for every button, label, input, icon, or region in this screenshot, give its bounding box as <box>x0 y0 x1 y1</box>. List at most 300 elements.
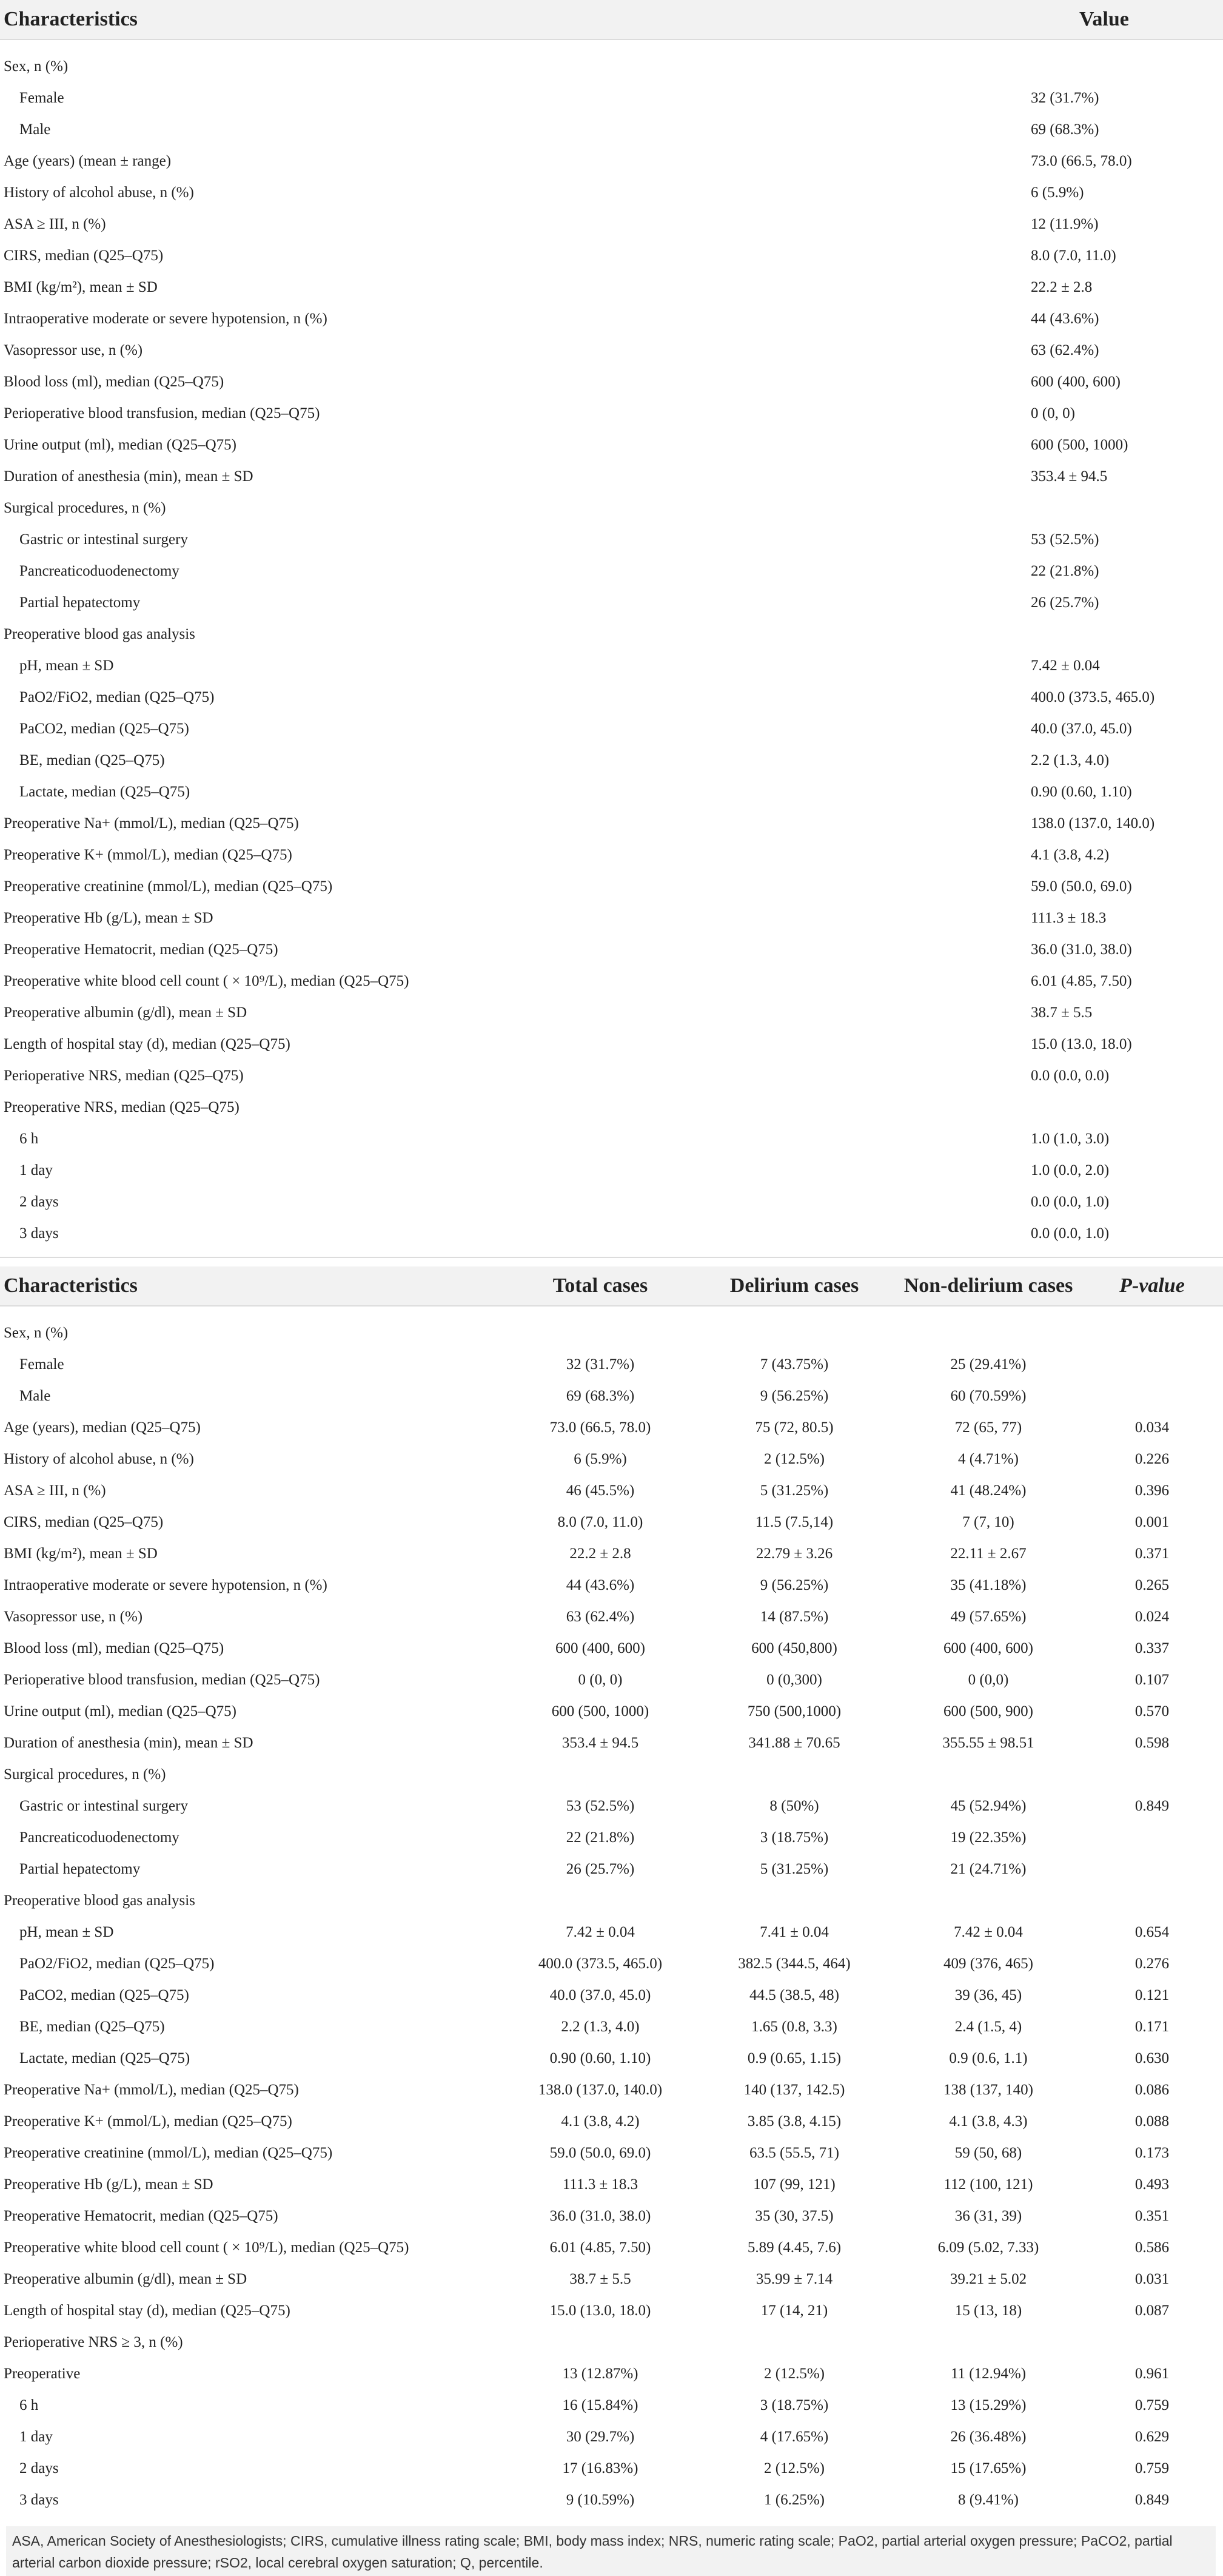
row-label: PaO2/FiO2, median (Q25–Q75) <box>19 1956 215 1972</box>
row-label: Perioperative blood transfusion, median (Q25–Q75) <box>4 405 320 422</box>
cell-p-value: 0.276 <box>1134 1956 1170 1972</box>
table-row <box>0 493 1223 524</box>
table-row <box>0 1186 1223 1218</box>
table-row <box>0 1948 1223 1980</box>
cell-p-value: 0.630 <box>1134 2050 1170 2067</box>
row-label: Length of hospital stay (d), median (Q25–Q75) <box>4 2302 290 2319</box>
table-body <box>0 51 1223 1249</box>
row-label: Preoperative Na+ (mmol/L), median (Q25–Q75) <box>4 2082 299 2098</box>
row-value: 0.0 (0.0, 1.0) <box>1031 1225 1110 1242</box>
cell-non-delirium-cases: 13 (15.29%) <box>950 2397 1027 2413</box>
table-row <box>0 1696 1223 1727</box>
cell-delirium-cases: 7.41 ± 0.04 <box>760 1924 829 1940</box>
cell-total-cases: 400.0 (373.5, 465.0) <box>538 1956 663 1972</box>
cell-non-delirium-cases: 2.4 (1.5, 4) <box>954 2019 1022 2035</box>
cell-non-delirium-cases: 15 (13, 18) <box>954 2302 1022 2319</box>
row-label: 1 day <box>19 1162 53 1179</box>
row-label: Preoperative blood gas analysis <box>4 626 195 642</box>
cell-total-cases: 73.0 (66.5, 78.0) <box>549 1419 651 1436</box>
cell-total-cases: 26 (25.7%) <box>566 1861 635 1877</box>
cell-p-value: 0.121 <box>1134 1987 1170 2003</box>
row-value: 12 (11.9%) <box>1031 216 1099 232</box>
cell-non-delirium-cases: 600 (500, 900) <box>943 1703 1033 1720</box>
cell-total-cases: 15.0 (13.0, 18.0) <box>549 2302 651 2319</box>
row-value: 400.0 (373.5, 465.0) <box>1031 689 1155 705</box>
table-row <box>0 146 1223 177</box>
table-row <box>0 303 1223 335</box>
cell-total-cases: 38.7 ± 5.5 <box>569 2271 631 2287</box>
cell-delirium-cases: 9 (56.25%) <box>760 1577 829 1593</box>
table-row <box>0 1854 1223 1885</box>
cell-delirium-cases: 5 (31.25%) <box>760 1482 829 1499</box>
cell-non-delirium-cases: 41 (48.24%) <box>950 1482 1027 1499</box>
header-total-cases: Total cases <box>552 1274 648 1297</box>
cell-total-cases: 111.3 ± 18.3 <box>562 2176 638 2193</box>
table-row <box>0 1412 1223 1444</box>
cell-non-delirium-cases: 409 (376, 465) <box>943 1956 1033 1972</box>
row-value: 22 (21.8%) <box>1031 563 1099 579</box>
table-row <box>0 2043 1223 2074</box>
row-label: Vasopressor use, n (%) <box>4 342 143 358</box>
row-label: Preoperative K+ (mmol/L), median (Q25–Q75) <box>4 847 292 863</box>
cell-non-delirium-cases: 45 (52.94%) <box>950 1798 1027 1814</box>
row-label: Surgical procedures, n (%) <box>4 500 166 516</box>
cell-non-delirium-cases: 22.11 ± 2.67 <box>950 1545 1027 1562</box>
row-label: Female <box>19 90 64 106</box>
cell-total-cases: 600 (400, 600) <box>555 1640 645 1656</box>
table-row <box>0 1475 1223 1507</box>
table-row <box>0 1060 1223 1092</box>
table-row <box>0 2421 1223 2453</box>
cell-p-value: 0.759 <box>1134 2397 1170 2413</box>
cell-p-value: 0.586 <box>1134 2239 1170 2256</box>
row-label: Preoperative blood gas analysis <box>4 1892 195 1909</box>
table-row <box>0 808 1223 839</box>
cell-delirium-cases: 22.79 ± 3.26 <box>756 1545 833 1562</box>
table-row <box>0 1349 1223 1380</box>
cell-p-value: 0.024 <box>1134 1609 1170 1625</box>
cell-non-delirium-cases: 60 (70.59%) <box>950 1388 1027 1404</box>
row-label: Preoperative Hematocrit, median (Q25–Q75) <box>4 941 278 958</box>
table-row <box>0 619 1223 650</box>
table-row <box>0 1538 1223 1570</box>
cell-total-cases: 138.0 (137.0, 140.0) <box>538 2082 663 2098</box>
cell-non-delirium-cases: 21 (24.71%) <box>950 1861 1027 1877</box>
table-row <box>0 934 1223 966</box>
cell-delirium-cases: 750 (500,1000) <box>747 1703 842 1720</box>
row-label: BE, median (Q25–Q75) <box>19 752 165 768</box>
row-value: 0.0 (0.0, 1.0) <box>1031 1194 1110 1210</box>
table-header <box>0 0 1223 40</box>
cell-total-cases: 17 (16.83%) <box>562 2460 638 2477</box>
cell-p-value: 0.961 <box>1134 2366 1170 2382</box>
row-label: Perioperative NRS ≥ 3, n (%) <box>4 2334 183 2350</box>
row-value: 15.0 (13.0, 18.0) <box>1031 1036 1132 1052</box>
cell-delirium-cases: 7 (43.75%) <box>760 1356 829 1373</box>
table-row <box>0 903 1223 934</box>
table-row <box>0 2169 1223 2201</box>
row-label: Sex, n (%) <box>4 1325 69 1341</box>
cell-p-value: 0.351 <box>1134 2208 1170 2224</box>
cell-total-cases: 30 (29.7%) <box>566 2429 635 2445</box>
table-row <box>0 1123 1223 1155</box>
row-label: Male <box>19 121 51 138</box>
cell-non-delirium-cases: 600 (400, 600) <box>943 1640 1033 1656</box>
row-value: 2.2 (1.3, 4.0) <box>1031 752 1110 768</box>
row-value: 600 (500, 1000) <box>1031 437 1128 453</box>
table-row <box>0 2106 1223 2137</box>
cell-p-value: 0.087 <box>1134 2302 1170 2319</box>
row-label: Pancreaticoduodenectomy <box>19 1829 179 1846</box>
cell-p-value: 0.031 <box>1134 2271 1170 2287</box>
cell-p-value: 0.086 <box>1134 2082 1170 2098</box>
row-value: 600 (400, 600) <box>1031 374 1121 390</box>
row-label: 6 h <box>19 2397 39 2413</box>
row-value: 6.01 (4.85, 7.50) <box>1031 973 1132 989</box>
row-label: Age (years) (mean ± range) <box>4 153 172 169</box>
cell-delirium-cases: 3 (18.75%) <box>760 1829 829 1846</box>
cell-total-cases: 22.2 ± 2.8 <box>569 1545 631 1562</box>
table-row <box>0 429 1223 461</box>
table-row <box>0 51 1223 82</box>
row-value: 0.0 (0.0, 0.0) <box>1031 1068 1110 1084</box>
cell-total-cases: 8.0 (7.0, 11.0) <box>557 1514 643 1530</box>
cell-non-delirium-cases: 7.42 ± 0.04 <box>954 1924 1023 1940</box>
cell-p-value: 0.265 <box>1134 1577 1170 1593</box>
row-value: 4.1 (3.8, 4.2) <box>1031 847 1110 863</box>
cell-delirium-cases: 382.5 (344.5, 464) <box>738 1956 851 1972</box>
row-value: 32 (31.7%) <box>1031 90 1099 106</box>
row-value: 1.0 (0.0, 2.0) <box>1031 1162 1110 1179</box>
row-value: 69 (68.3%) <box>1031 121 1099 138</box>
table-row <box>0 871 1223 903</box>
row-label: Preoperative K+ (mmol/L), median (Q25–Q75) <box>4 2113 292 2130</box>
cell-delirium-cases: 8 (50%) <box>769 1798 819 1814</box>
cell-total-cases: 13 (12.87%) <box>562 2366 638 2382</box>
cell-non-delirium-cases: 4.1 (3.8, 4.3) <box>949 2113 1028 2130</box>
row-label: Gastric or intestinal surgery <box>19 531 188 548</box>
cell-p-value: 0.849 <box>1134 2492 1170 2508</box>
cell-delirium-cases: 3 (18.75%) <box>760 2397 829 2413</box>
table-row <box>0 2074 1223 2106</box>
row-value: 44 (43.6%) <box>1031 311 1099 327</box>
row-label: History of alcohol abuse, n (%) <box>4 1451 194 1467</box>
header-value: Value <box>1079 8 1129 30</box>
table-row <box>0 1092 1223 1123</box>
row-label: ASA ≥ III, n (%) <box>4 1482 106 1499</box>
table-row <box>0 1727 1223 1759</box>
cell-total-cases: 44 (43.6%) <box>566 1577 635 1593</box>
header-non-delirium-cases: Non-delirium cases <box>903 1274 1073 1297</box>
row-label: Preoperative white blood cell count ( × 10⁹/L), median (Q25–Q75) <box>4 973 409 989</box>
cell-delirium-cases: 75 (72, 80.5) <box>755 1419 834 1436</box>
table-row <box>0 240 1223 272</box>
row-label: Intraoperative moderate or severe hypotension, n (%) <box>4 1577 327 1593</box>
cell-total-cases: 0 (0, 0) <box>578 1672 623 1688</box>
row-label: pH, mean ± SD <box>19 1924 114 1940</box>
table-row <box>0 335 1223 366</box>
table-row <box>0 997 1223 1029</box>
cell-non-delirium-cases: 0 (0,0) <box>968 1672 1009 1688</box>
cell-non-delirium-cases: 25 (29.41%) <box>950 1356 1027 1373</box>
row-label: Sex, n (%) <box>4 58 69 75</box>
cell-p-value: 0.570 <box>1134 1703 1170 1720</box>
cell-total-cases: 69 (68.3%) <box>566 1388 635 1404</box>
row-label: Partial hepatectomy <box>19 594 141 611</box>
row-label: Preoperative <box>4 2366 81 2382</box>
cell-total-cases: 6.01 (4.85, 7.50) <box>549 2239 651 2256</box>
cell-total-cases: 600 (500, 1000) <box>551 1703 649 1720</box>
table-row <box>0 745 1223 776</box>
row-label: 2 days <box>19 2460 59 2477</box>
row-value: 73.0 (66.5, 78.0) <box>1031 153 1132 169</box>
row-label: Preoperative creatinine (mmol/L), median (Q25–Q75) <box>4 2145 333 2161</box>
row-label: Preoperative creatinine (mmol/L), median (Q25–Q75) <box>4 878 333 895</box>
row-label: 3 days <box>19 1225 59 1242</box>
table-row <box>0 587 1223 619</box>
row-label: Preoperative Hb (g/L), mean ± SD <box>4 910 213 926</box>
table-row <box>0 366 1223 398</box>
row-label: Preoperative albumin (g/dl), mean ± SD <box>4 2271 247 2287</box>
cell-total-cases: 63 (62.4%) <box>566 1609 635 1625</box>
row-label: Female <box>19 1356 64 1373</box>
row-value: 138.0 (137.0, 140.0) <box>1031 815 1155 832</box>
table-row <box>0 713 1223 745</box>
row-value: 59.0 (50.0, 69.0) <box>1031 878 1132 895</box>
table-delirium-comparison <box>0 1266 1223 2516</box>
cell-delirium-cases: 35.99 ± 7.14 <box>756 2271 833 2287</box>
cell-non-delirium-cases: 39.21 ± 5.02 <box>950 2271 1027 2287</box>
row-label: PaCO2, median (Q25–Q75) <box>19 721 189 737</box>
table-row <box>0 776 1223 808</box>
cell-total-cases: 16 (15.84%) <box>562 2397 638 2413</box>
cell-total-cases: 22 (21.8%) <box>566 1829 635 1846</box>
table-row <box>0 1444 1223 1475</box>
cell-delirium-cases: 17 (14, 21) <box>760 2302 828 2319</box>
table-row <box>0 1822 1223 1854</box>
row-label: Perioperative blood transfusion, median (Q25–Q75) <box>4 1672 320 1688</box>
table-row <box>0 177 1223 209</box>
cell-non-delirium-cases: 26 (36.48%) <box>950 2429 1027 2445</box>
cell-p-value: 0.001 <box>1134 1514 1170 1530</box>
row-value: 0 (0, 0) <box>1031 405 1075 422</box>
table-row <box>0 524 1223 556</box>
row-label: Surgical procedures, n (%) <box>4 1766 166 1783</box>
table-row <box>0 2453 1223 2484</box>
table-row <box>0 209 1223 240</box>
cell-non-delirium-cases: 11 (12.94%) <box>950 2366 1027 2382</box>
cell-total-cases: 40.0 (37.0, 45.0) <box>549 1987 651 2003</box>
row-label: CIRS, median (Q25–Q75) <box>4 1514 164 1530</box>
cell-delirium-cases: 341.88 ± 70.65 <box>748 1735 840 1751</box>
table-row <box>0 2295 1223 2327</box>
table-row <box>0 556 1223 587</box>
row-label: Preoperative NRS, median (Q25–Q75) <box>4 1099 240 1115</box>
row-label: Vasopressor use, n (%) <box>4 1609 143 1625</box>
row-label: Male <box>19 1388 51 1404</box>
row-label: Blood loss (ml), median (Q25–Q75) <box>4 1640 224 1656</box>
cell-delirium-cases: 5 (31.25%) <box>760 1861 829 1877</box>
table-row <box>0 82 1223 114</box>
row-label: Preoperative Hematocrit, median (Q25–Q75) <box>4 2208 278 2224</box>
table-row <box>0 2358 1223 2390</box>
cell-total-cases: 2.2 (1.3, 4.0) <box>561 2019 640 2035</box>
cell-p-value: 0.759 <box>1134 2460 1170 2477</box>
row-label: Duration of anesthesia (min), mean ± SD <box>4 1735 253 1751</box>
row-label: CIRS, median (Q25–Q75) <box>4 247 164 264</box>
row-label: History of alcohol abuse, n (%) <box>4 184 194 201</box>
cell-total-cases: 0.90 (0.60, 1.10) <box>549 2050 651 2067</box>
table-row <box>0 2264 1223 2295</box>
cell-non-delirium-cases: 0.9 (0.6, 1.1) <box>949 2050 1028 2067</box>
cell-non-delirium-cases: 35 (41.18%) <box>950 1577 1027 1593</box>
row-label: Gastric or intestinal surgery <box>19 1798 188 1814</box>
cell-non-delirium-cases: 72 (65, 77) <box>954 1419 1022 1436</box>
table-row <box>0 1155 1223 1186</box>
row-label: Pancreaticoduodenectomy <box>19 563 179 579</box>
table-row <box>0 650 1223 682</box>
cell-delirium-cases: 2 (12.5%) <box>764 2460 825 2477</box>
row-label: BE, median (Q25–Q75) <box>19 2019 165 2035</box>
cell-p-value: 0.654 <box>1134 1924 1170 1940</box>
row-label: Preoperative Hb (g/L), mean ± SD <box>4 2176 213 2193</box>
row-value: 38.7 ± 5.5 <box>1031 1004 1093 1021</box>
cell-total-cases: 53 (52.5%) <box>566 1798 635 1814</box>
cell-non-delirium-cases: 112 (100, 121) <box>943 2176 1033 2193</box>
table-row <box>0 1507 1223 1538</box>
table-row <box>0 1029 1223 1060</box>
table-row <box>0 398 1223 429</box>
header-characteristics: Characteristics <box>4 8 138 30</box>
table-row <box>0 2484 1223 2516</box>
cell-total-cases: 9 (10.59%) <box>566 2492 635 2508</box>
cell-p-value: 0.849 <box>1134 1798 1170 1814</box>
cell-total-cases: 46 (45.5%) <box>566 1482 635 1499</box>
cell-non-delirium-cases: 355.55 ± 98.51 <box>942 1735 1034 1751</box>
row-value: 0.90 (0.60, 1.10) <box>1031 784 1132 800</box>
cell-delirium-cases: 600 (450,800) <box>751 1640 837 1656</box>
row-label: Length of hospital stay (d), median (Q25–Q75) <box>4 1036 290 1052</box>
row-value: 40.0 (37.0, 45.0) <box>1031 721 1132 737</box>
cell-total-cases: 32 (31.7%) <box>566 1356 635 1373</box>
cell-non-delirium-cases: 7 (7, 10) <box>962 1514 1014 1530</box>
header-characteristics: Characteristics <box>4 1274 138 1297</box>
row-value: 6 (5.9%) <box>1031 184 1084 201</box>
cell-non-delirium-cases: 138 (137, 140) <box>943 2082 1033 2098</box>
cell-p-value: 0.088 <box>1134 2113 1170 2130</box>
table-row <box>0 1570 1223 1601</box>
row-label: Duration of anesthesia (min), mean ± SD <box>4 468 253 485</box>
row-value: 63 (62.4%) <box>1031 342 1099 358</box>
row-label: pH, mean ± SD <box>19 657 114 674</box>
table-row <box>0 2011 1223 2043</box>
row-value: 1.0 (1.0, 3.0) <box>1031 1131 1110 1147</box>
cell-non-delirium-cases: 4 (4.71%) <box>958 1451 1019 1467</box>
cell-delirium-cases: 11.5 (7.5,14) <box>755 1514 834 1530</box>
table-characteristics-value <box>0 0 1223 1249</box>
row-value: 111.3 ± 18.3 <box>1031 910 1107 926</box>
cell-delirium-cases: 3.85 (3.8, 4.15) <box>747 2113 842 2130</box>
cell-delirium-cases: 140 (137, 142.5) <box>743 2082 845 2098</box>
row-value: 8.0 (7.0, 11.0) <box>1031 247 1116 264</box>
cell-p-value: 0.173 <box>1134 2145 1170 2161</box>
row-label: PaCO2, median (Q25–Q75) <box>19 1987 189 2003</box>
table-row <box>0 2390 1223 2421</box>
row-label: BMI (kg/m²), mean ± SD <box>4 1545 158 1562</box>
cell-delirium-cases: 4 (17.65%) <box>760 2429 829 2445</box>
cell-non-delirium-cases: 49 (57.65%) <box>950 1609 1027 1625</box>
table-row <box>0 1759 1223 1791</box>
header-delirium-cases: Delirium cases <box>729 1274 859 1297</box>
cell-p-value: 0.171 <box>1134 2019 1170 2035</box>
table-row <box>0 1317 1223 1349</box>
row-label: Urine output (ml), median (Q25–Q75) <box>4 437 236 453</box>
row-label: Age (years), median (Q25–Q75) <box>4 1419 201 1436</box>
cell-p-value: 0.034 <box>1134 1419 1170 1436</box>
cell-p-value: 0.337 <box>1134 1640 1170 1656</box>
table-row <box>0 2327 1223 2358</box>
row-value: 22.2 ± 2.8 <box>1031 279 1093 295</box>
cell-delirium-cases: 0 (0,300) <box>766 1672 822 1688</box>
row-value: 353.4 ± 94.5 <box>1031 468 1108 485</box>
table-row <box>0 2137 1223 2169</box>
table-footnote: ASA, American Society of Anesthesiologists; CIRS, cumulative illness rating scale; BMI, body mass index; NRS, numeric rating scale; PaO2, partial arterial oxygen pressure; PaCO2, partial arterial carbon dioxide pressure; rSO2, local cerebral oxygen saturation; Q, percentile. <box>6 2526 1216 2576</box>
cell-total-cases: 4.1 (3.8, 4.2) <box>561 2113 640 2130</box>
table-row <box>0 1664 1223 1696</box>
cell-p-value: 0.629 <box>1134 2429 1170 2445</box>
row-label: BMI (kg/m²), mean ± SD <box>4 279 158 295</box>
table-row <box>0 1218 1223 1249</box>
cell-non-delirium-cases: 59 (50, 68) <box>954 2145 1022 2161</box>
row-label: 1 day <box>19 2429 53 2445</box>
cell-non-delirium-cases: 39 (36, 45) <box>954 1987 1022 2003</box>
row-label: Lactate, median (Q25–Q75) <box>19 784 190 800</box>
table-row <box>0 461 1223 493</box>
row-label: Preoperative white blood cell count ( × 10⁹/L), median (Q25–Q75) <box>4 2239 409 2256</box>
table-row <box>0 839 1223 871</box>
row-label: Partial hepatectomy <box>19 1861 141 1877</box>
cell-non-delirium-cases: 6.09 (5.02, 7.33) <box>937 2239 1039 2256</box>
table-row <box>0 1917 1223 1948</box>
table-row <box>0 2232 1223 2264</box>
table-row <box>0 1380 1223 1412</box>
cell-p-value: 0.598 <box>1134 1735 1170 1751</box>
row-label: 6 h <box>19 1131 39 1147</box>
row-label: Preoperative Na+ (mmol/L), median (Q25–Q75) <box>4 815 299 832</box>
cell-p-value: 0.396 <box>1134 1482 1170 1499</box>
cell-total-cases: 353.4 ± 94.5 <box>561 1735 639 1751</box>
cell-non-delirium-cases: 15 (17.65%) <box>950 2460 1027 2477</box>
cell-total-cases: 6 (5.9%) <box>574 1451 627 1467</box>
row-label: PaO2/FiO2, median (Q25–Q75) <box>19 689 215 705</box>
cell-non-delirium-cases: 36 (31, 39) <box>954 2208 1022 2224</box>
row-label: Preoperative albumin (g/dl), mean ± SD <box>4 1004 247 1021</box>
row-label: Lactate, median (Q25–Q75) <box>19 2050 190 2067</box>
cell-p-value: 0.107 <box>1134 1672 1170 1688</box>
cell-delirium-cases: 44.5 (38.5, 48) <box>749 1987 839 2003</box>
cell-delirium-cases: 2 (12.5%) <box>764 2366 825 2382</box>
row-label: Perioperative NRS, median (Q25–Q75) <box>4 1068 244 1084</box>
header-p-value: P-value <box>1119 1274 1185 1297</box>
row-value: 53 (52.5%) <box>1031 531 1099 548</box>
cell-total-cases: 36.0 (31.0, 38.0) <box>549 2208 651 2224</box>
cell-delirium-cases: 1 (6.25%) <box>764 2492 825 2508</box>
table-divider <box>0 1257 1223 1258</box>
cell-delirium-cases: 1.65 (0.8, 3.3) <box>751 2019 837 2035</box>
table-row <box>0 966 1223 997</box>
table-row <box>0 1980 1223 2011</box>
table-header <box>0 1266 1223 1306</box>
